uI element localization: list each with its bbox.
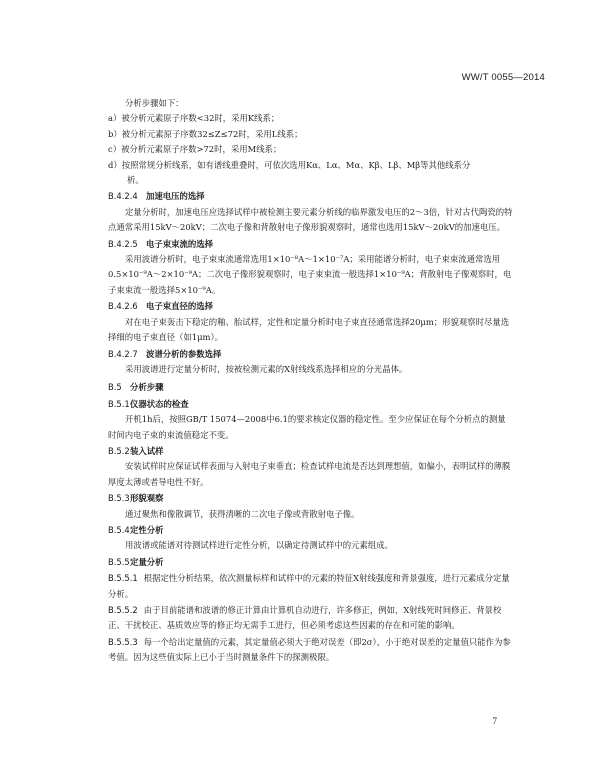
section-number: B.4.2.4 — [108, 191, 138, 202]
clause-b552 — [108, 603, 514, 634]
section-number: B.5 — [108, 382, 122, 393]
document-body — [108, 96, 514, 666]
section-text-b427: 采用波谱进行定量分析时，按被检测元素的X射线线系选择相应的分光晶体。 — [125, 363, 408, 374]
section-number: B.5.1 — [108, 398, 130, 409]
list-item-a: a）被分析元素原子序数<32时，采用K线系； — [108, 113, 280, 124]
clause-number: B.5.5.3 — [108, 636, 138, 647]
clause-text: 每一个给出定量值的元素，其定量值必须大于绝对误差（即2σ），小于绝对误差的定量值只能作为参考值。因为这些值实际上已小于当时测量条件下的探测极限。 — [108, 636, 511, 663]
list-item-c: c）被分析元素原子序数>72时，采用M线系； — [108, 144, 282, 155]
section-text-b51: 开机1h后，按照GB/T 15074—2008中6.1的要求核定仪器的稳定性。至少应保证在每个分析点的测量时间内电子束的束流值稳定不变。 — [108, 414, 506, 440]
clause-number: B.5.5.2 — [108, 605, 138, 615]
section-text-b424: 定量分析时，加速电压应选择试样中被检测主要元素分析线的临界激发电压的2～3倍，针对古代陶瓷的特点通常采用15kV～20kV；二次电子像和背散射电子像形貌观察时，通常也选用15kV～20kV的加速电压。 — [108, 206, 513, 233]
section-number: B.5.3 — [108, 493, 130, 504]
section-number: B.4.2.6 — [108, 301, 138, 312]
list-item-d-text: d）按照常规分析线系，如有谱线重叠时，可依次选用Kα、Lα、Mα、Kβ、Lβ、Mβ等其他线系分 — [108, 159, 471, 170]
section-heading-b55 — [108, 555, 514, 570]
clause-text: 根据定性分析结果，依次测量标样和试样中的元素的特征X射线强度和背景强度，进行元素成分定量分析。 — [108, 573, 510, 599]
section-heading-b427 — [108, 347, 514, 362]
clause-b553 — [108, 635, 514, 666]
section-title: 加速电压的选择 — [146, 191, 205, 202]
section-title: 定量分析 — [130, 556, 164, 567]
section-heading-b426 — [108, 299, 514, 314]
clause-text: 由于目前能谱和波谱的修正计算由计算机自动进行，许多修正，例如，X射线死时间修正、背景校正、干扰校正、基质效应等的修正均无需手工进行，但必须考虑这些因素的存在和可能的影响。 — [108, 605, 502, 631]
section-text-b53: 通过聚焦和像散调节，获得清晰的二次电子像或背散射电子像。 — [125, 508, 360, 519]
clause-number: B.5.5.1 — [108, 573, 138, 584]
section-number: B.4.2.7 — [108, 348, 138, 359]
section-heading-b54 — [108, 523, 514, 538]
section-number: B.5.4 — [108, 524, 130, 535]
section-number: B.5.5 — [108, 556, 130, 567]
section-number: B.5.2 — [108, 445, 130, 456]
clause-b551 — [108, 571, 514, 602]
section-text-b54: 用波谱或能谱对待测试样进行定性分析，以确定待测试样中的元素组成。 — [125, 540, 393, 551]
section-heading-b52 — [108, 444, 514, 459]
list-item-d — [108, 158, 514, 189]
section-text-b425: 采用波谱分析时，电子束束流通常选用1×10⁻⁸A～1×10⁻⁷A；采用能谱分析时，电子束束流通常选用0.5×10⁻⁹A～2×10⁻⁹A；二次电子像形貌观察时，电子束束流一般选择1×10⁻⁹A；背散射电子像观察时，电子束束流一般选择5×10⁻⁹A。 — [108, 254, 512, 295]
section-title: 定性分析 — [130, 524, 164, 535]
section-title: 形貌观察 — [130, 493, 164, 504]
section-title: 仪器状态的检查 — [130, 398, 189, 409]
section-heading-b425 — [108, 237, 514, 252]
section-title: 电子束直径的选择 — [146, 301, 213, 312]
document-code: WW/T 0055—2014 — [461, 72, 545, 83]
list-item-b: b）被分析元素原子序数32≤Z≤72时，采用L线系； — [108, 128, 303, 139]
section-number: B.4.2.5 — [108, 238, 138, 249]
section-heading-b5 — [108, 380, 514, 395]
section-heading-b424 — [108, 189, 514, 204]
section-heading-b53 — [108, 491, 514, 506]
list-item-d-continuation: 析。 — [127, 175, 144, 186]
section-title: 电子束束流的选择 — [146, 238, 213, 249]
section-title: 装入试样 — [130, 445, 164, 456]
section-heading-b51 — [108, 397, 514, 412]
intro-text: 分析步骤如下： — [125, 98, 184, 108]
page-number: 7 — [492, 716, 497, 726]
section-title: 波谱分析的参数选择 — [146, 348, 222, 359]
section-text-b426: 对在电子束轰击下稳定的釉、胎试样，定性和定量分析时电子束直径通常选择20μm；形貌观察时尽量选择细的电子束直径（如1μm）。 — [108, 316, 510, 343]
section-title: 分析步骤 — [130, 382, 164, 393]
section-text-b52: 安装试样时应保证试样表面与入射电子束垂直；检查试样电流是否达到理想值，如偏小，表明试样的薄膜厚度太薄或者导电性不好。 — [108, 461, 511, 487]
